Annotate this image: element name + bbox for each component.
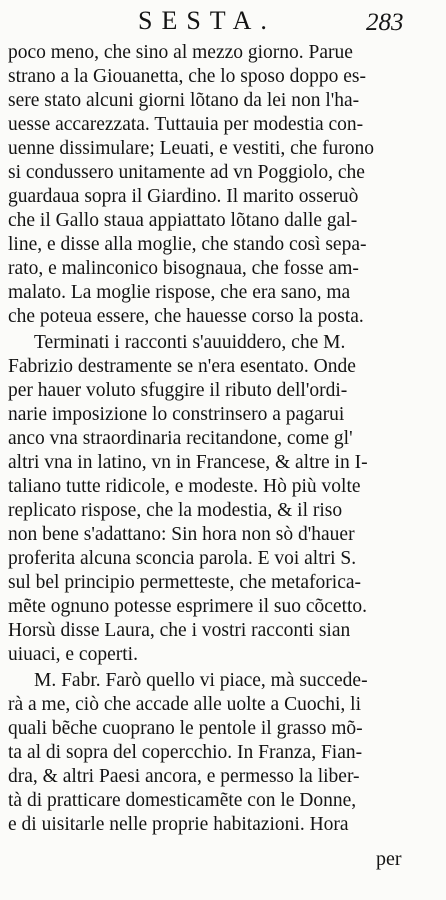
text-line: tà di pratticare domesticamẽte con le Donne,	[8, 790, 357, 811]
text-line: per hauer voluto sfuggire il ributo dell'ordi-	[8, 380, 348, 401]
paragraph-first-line: Terminati i racconti s'auuiddero, che M.	[34, 332, 346, 353]
text-line: guardaua sopra il Giardino. Il marito osseruò	[8, 186, 359, 207]
text-line: mẽte ognuno potesse esprimere il suo cõcetto.	[8, 596, 368, 617]
catchword: per	[376, 848, 402, 870]
text-line: si condussero unitamente ad vn Poggiolo, che	[8, 162, 365, 183]
text-line: strano a la Giouanetta, che lo sposo doppo es-	[8, 66, 366, 87]
text-line: uiuaci, e coperti.	[8, 644, 138, 665]
text-line: malato. La moglie rispose, che era sano, ma	[8, 282, 351, 303]
paragraph-first-line: M. Fabr. Farò quello vi piace, mà succede-	[34, 670, 368, 691]
text-line: e di uisitarle nelle proprie habitazioni. Hora	[8, 814, 349, 835]
text-line: rà a me, ciò che accade alle uolte a Cuochi, li	[8, 694, 361, 715]
text-line: sul bel principio permetteste, che metaforica-	[8, 572, 362, 593]
text-line: proferita alcuna sconcia parola. E voi altri S.	[8, 548, 357, 569]
text-line: replicato rispose, che la modestia, & il riso	[8, 500, 343, 521]
text-line: dra, & altri Paesi ancora, e permesso la liber-	[8, 766, 360, 787]
text-line: Fabrizio destramente se n'era esentato. Onde	[8, 356, 356, 377]
text-line: sere stato alcuni giorni lõtano da lei non l'ha-	[8, 90, 360, 111]
text-line: line, e disse alla moglie, che stando così sepa-	[8, 234, 367, 255]
text-line: rato, e malinconico bisognaua, che fosse am-	[8, 258, 359, 279]
text-line: ta al di sopra del copercchio. In Franza, Fian-	[8, 742, 363, 763]
text-line: Horsù disse Laura, che i vostri racconti sian	[8, 620, 351, 641]
text-line: uenne dissimulare; Leuati, e vestiti, che furono	[8, 138, 375, 159]
text-line: quali bẽche cuoprano le pentole il grasso mõ-	[8, 718, 363, 739]
text-line: non bene s'adattano: Sin hora non sò d'hauer	[8, 524, 355, 545]
text-line: anco vna straordinaria recitandone, come gl'	[8, 428, 353, 449]
text-line: uesse accarezzata. Tuttauia per modestia con-	[8, 114, 364, 135]
page-header	[0, 4, 446, 44]
page-number: 283	[366, 9, 404, 36]
text-line: altri vna in latino, vn in Francese, & altre in I-	[8, 452, 368, 473]
text-line: narie imposizione lo constrinsero a pagarui	[8, 404, 345, 425]
text-line: che il Gallo staua appiattato lõtano dalle gal-	[8, 210, 358, 231]
text-line: poco meno, che sino al mezzo giorno. Parue	[8, 42, 353, 63]
text-line: taliano tutte ridicole, e modeste. Hò più volte	[8, 476, 361, 497]
running-head: SESTA.	[138, 6, 276, 35]
text-line: che poteua essere, che hauesse corso la posta.	[8, 306, 364, 327]
